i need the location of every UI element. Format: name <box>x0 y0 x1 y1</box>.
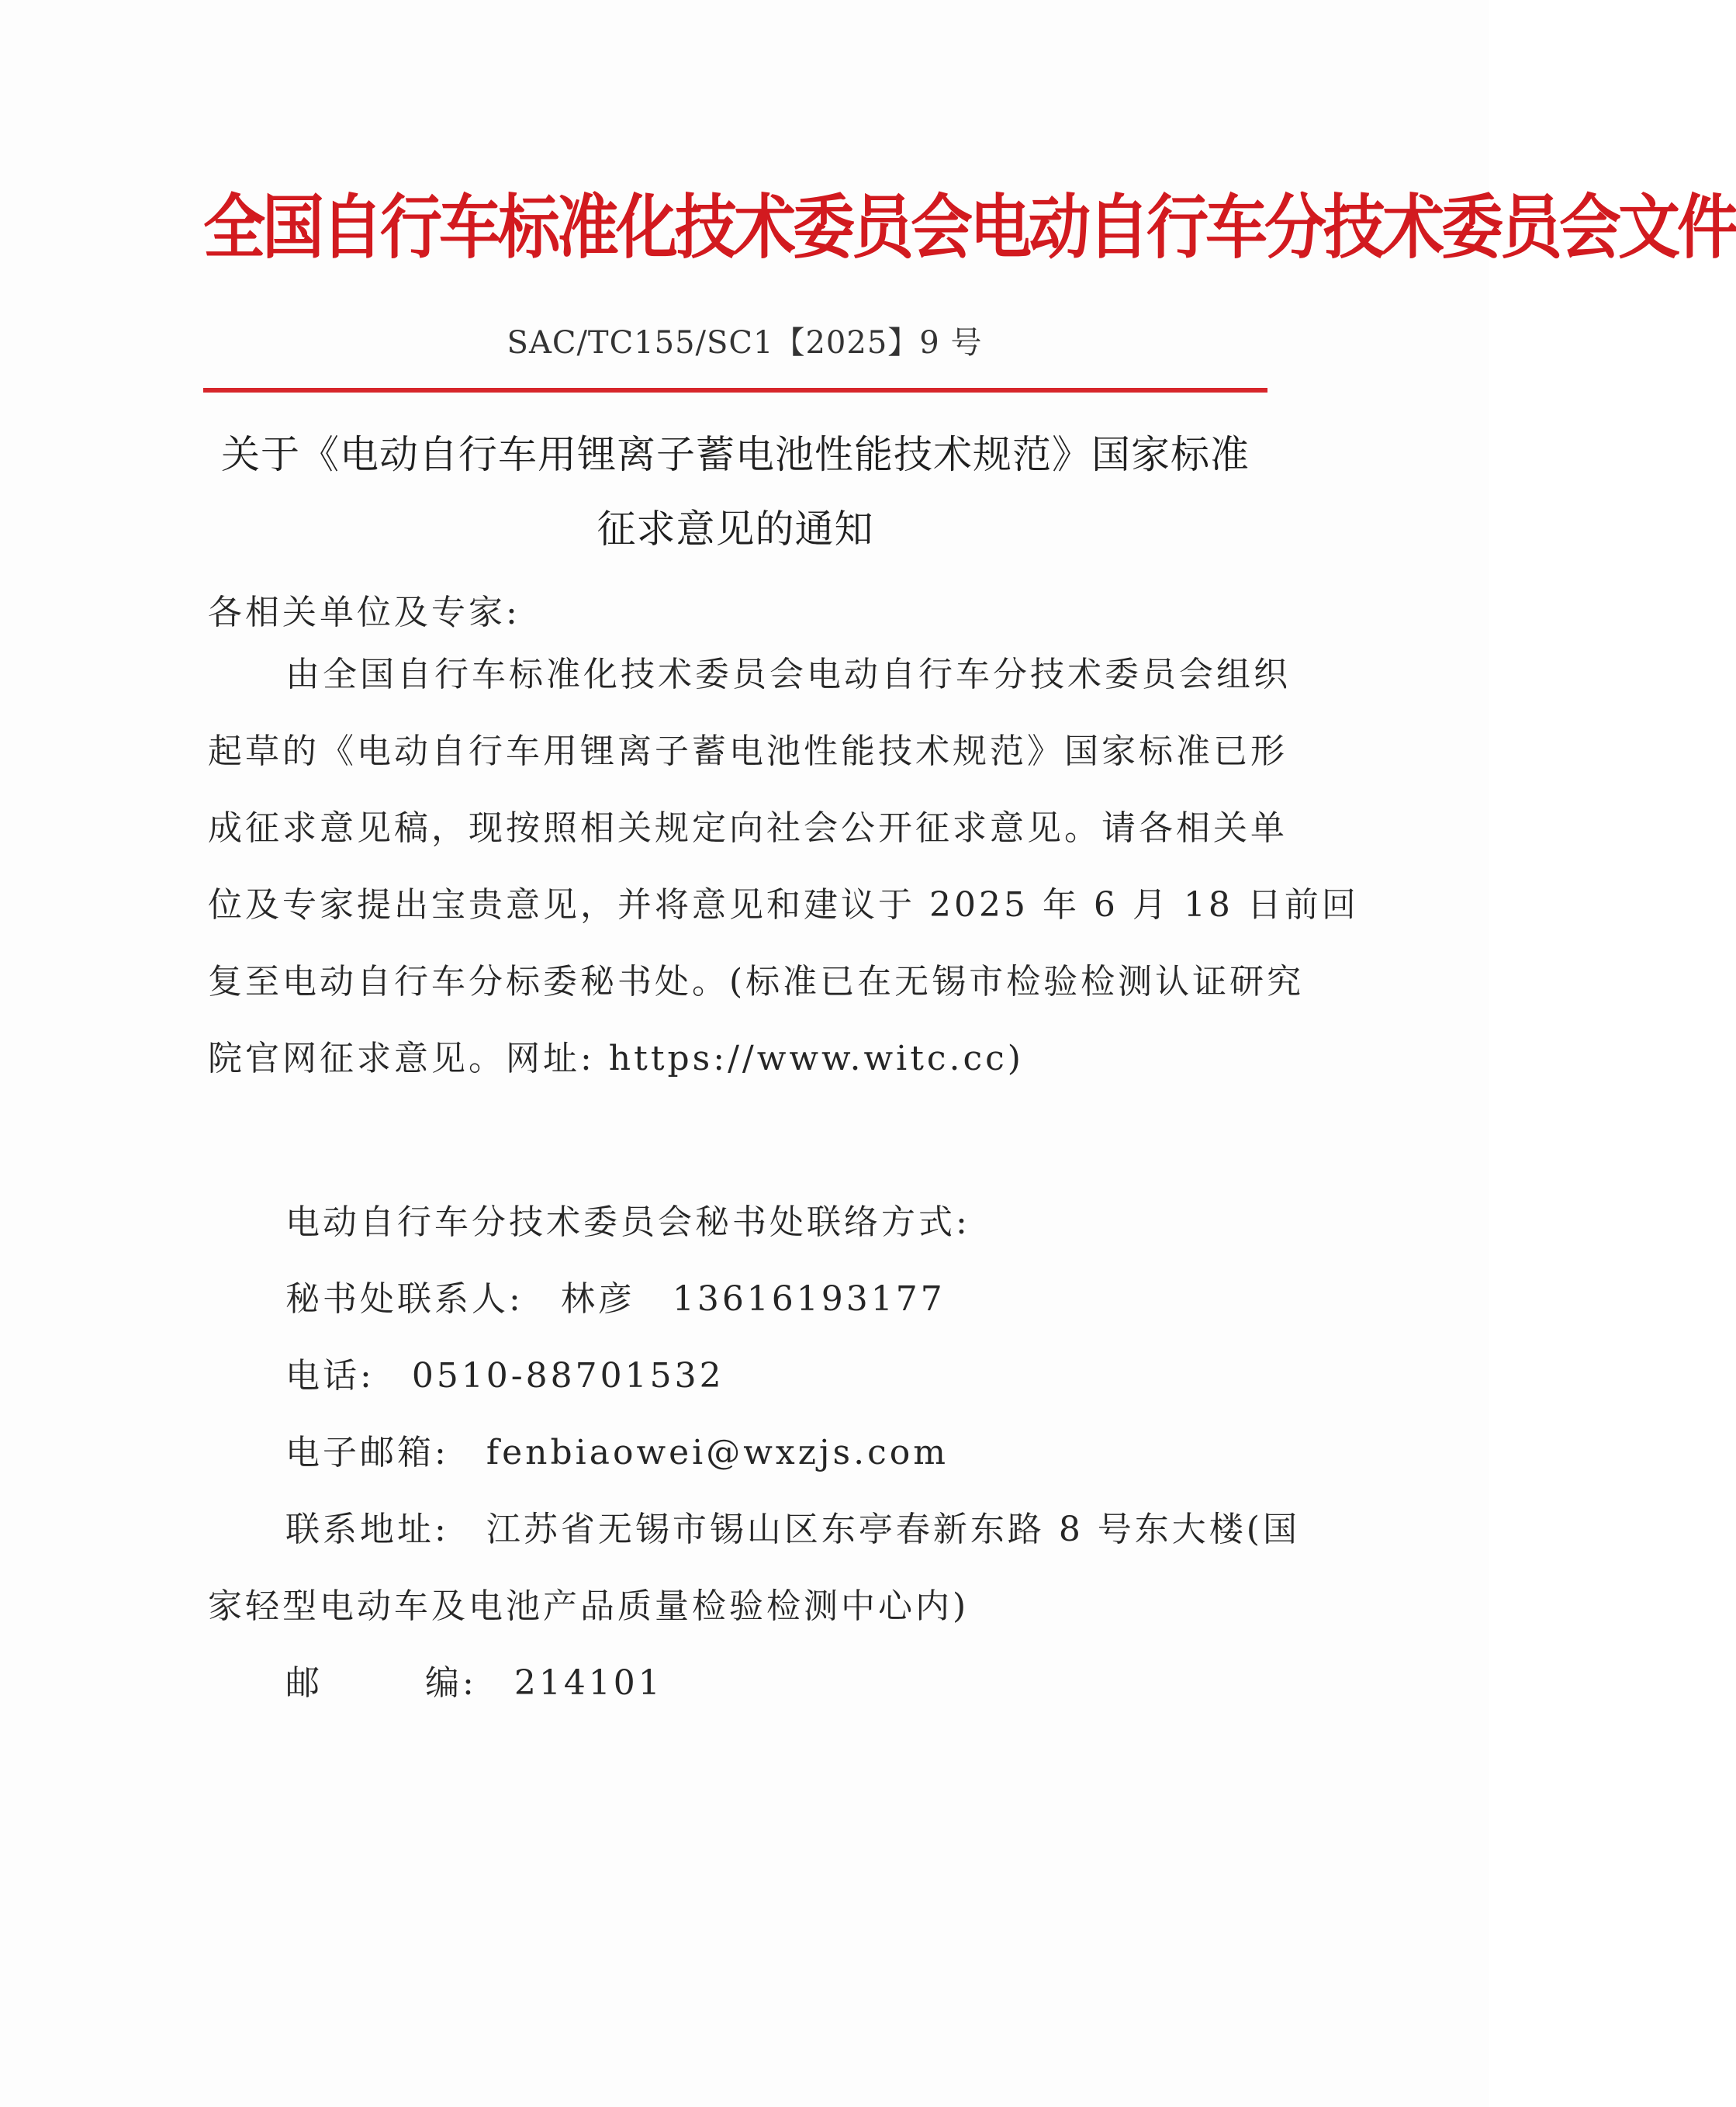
contact-person-value: 林彦 13616193177 <box>560 1279 946 1319</box>
contact-address-continuation: 家轻型电动车及电池产品质量检验检测中心内) <box>208 1586 970 1626</box>
document-number: SAC/TC155/SC1【2025】9 号 <box>507 325 983 361</box>
contact-postcode-value: 214101 <box>514 1663 663 1703</box>
body-line: 成征求意见稿，现按照相关规定向社会公开征求意见。请各相关单 <box>208 808 1288 848</box>
body-line: 复至电动自行车分标委秘书处。(标准已在无锡市检验检测认证研究 <box>208 962 1305 1002</box>
body-line: 院官网征求意见。网址: https://www.witc.cc) <box>208 1039 1024 1078</box>
notice-title-line-2: 征求意见的通知 <box>597 507 874 552</box>
contact-address-row <box>208 1507 1300 1583</box>
issuer-header-title: 全国自行车标准化技术委员会电动自行车分技术委员会文件 <box>203 186 1736 268</box>
contact-address-label: 联系地址: <box>285 1510 449 1549</box>
notice-title-line-1: 关于《电动自行车用锂离子蓄电池性能技术规范》国家标准 <box>221 432 1250 477</box>
contact-phone-row <box>208 1353 1294 1430</box>
contact-phone-label: 电话: <box>285 1356 375 1396</box>
salutation: 各相关单位及专家: <box>208 593 520 632</box>
contact-email-value: fenbiaowei@wxzjs.com <box>486 1433 949 1472</box>
contact-postcode-label-b: 编: <box>425 1663 477 1703</box>
contact-address-value-line-1: 江苏省无锡市锡山区东亭春新东路 8 号东大楼(国 <box>486 1510 1300 1549</box>
contact-person-label: 秘书处联系人: <box>285 1279 524 1319</box>
body-line: 由全国自行车标准化技术委员会电动自行车分技术委员会组织 <box>285 655 1291 694</box>
body-paragraph <box>208 652 1359 1112</box>
contact-heading: 电动自行车分技术委员会秘书处联络方式: <box>285 1202 970 1242</box>
contact-person-row <box>208 1276 1294 1353</box>
contact-postcode-row <box>208 1660 1294 1737</box>
body-line: 起草的《电动自行车用锂离子蓄电池性能技术规范》国家标准已形 <box>208 732 1288 771</box>
body-line: 位及专家提出宝贵意见，并将意见和建议于 2025 年 6 月 18 日前回 <box>208 885 1359 925</box>
contact-phone-value: 0510-88701532 <box>411 1356 724 1396</box>
red-divider-rule <box>203 388 1267 393</box>
contact-block <box>208 1199 1300 1737</box>
contact-email-label: 电子邮箱: <box>285 1433 449 1472</box>
contact-postcode-label-a: 邮 <box>285 1663 323 1703</box>
contact-email-row <box>208 1430 1294 1507</box>
